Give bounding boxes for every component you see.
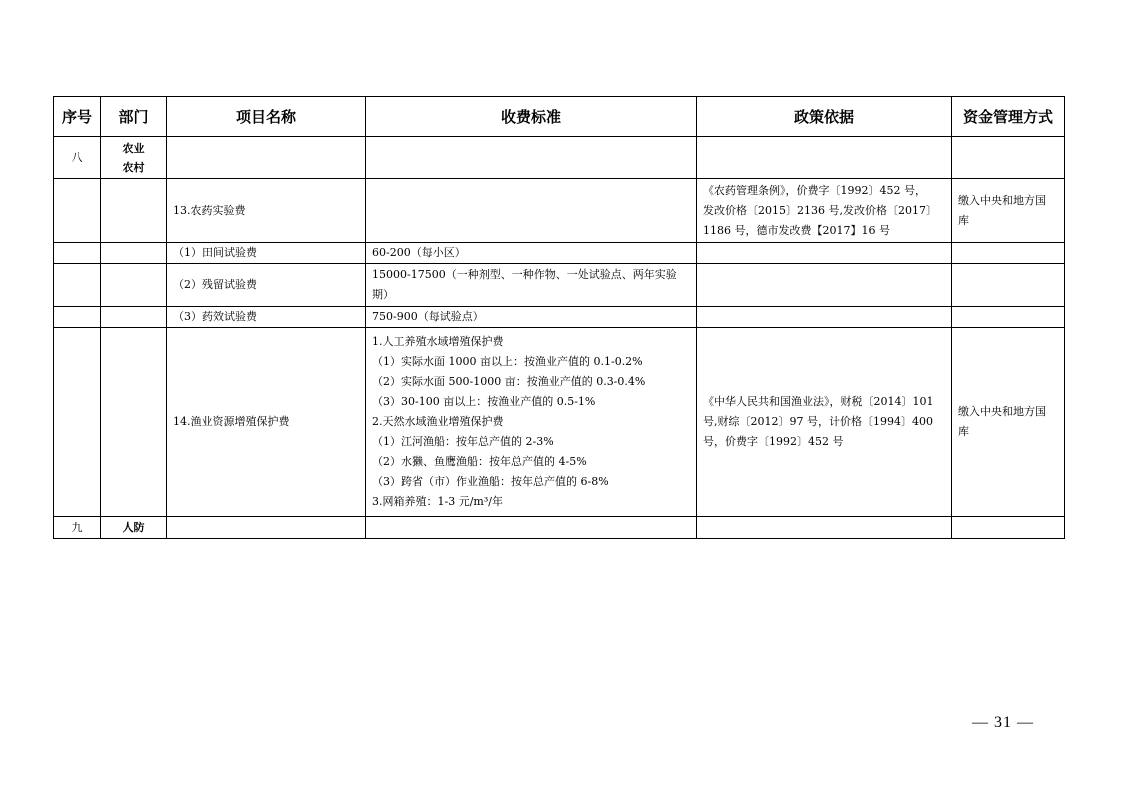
policy-line: 《中华人民共和国渔业法》，财税〔2014〕101 — [703, 395, 934, 408]
policy-line: 号,财综〔2012〕97 号，计价格〔1994〕400 — [703, 415, 933, 428]
section-number: 九 — [54, 517, 101, 539]
policy-line: 《农药管理条例》，价费字〔1992〕452 号， — [703, 183, 926, 197]
policy-line: 发改价格〔2015〕2136 号,发改价格〔2017〕 — [703, 203, 937, 217]
standard-line: （3）跨省（市）作业渔船：按年总产值的 6-8% — [372, 475, 609, 488]
header-row — [54, 97, 1065, 137]
table-row-section-8 — [54, 137, 1065, 179]
header-fee-standard: 收费标准 — [366, 97, 697, 137]
section-dept: 人防 — [101, 517, 167, 539]
section-dept — [101, 137, 167, 179]
fund-management — [952, 328, 1065, 517]
section-number: 八 — [54, 137, 101, 179]
table-row-section-9 — [54, 517, 1065, 539]
standard-line: （2）实际水面 500-1000 亩：按渔业产值的 0.3-0.4% — [372, 375, 646, 388]
fee-standard: 750-900（每试验点） — [366, 307, 697, 328]
table-row-item-14 — [54, 328, 1065, 517]
standard-line: 3.网箱养殖：1-3 元/m³/年 — [372, 495, 503, 508]
standard-line: （1）江河渔船：按年总产值的 2-3% — [372, 435, 554, 448]
item-name: 14.渔业资源增殖保护费 — [167, 328, 366, 517]
standard-line: 15000-17500（一种剂型、一种作物、一处试验点、两年实验 — [372, 268, 677, 281]
policy-basis — [697, 179, 952, 243]
policy-basis — [697, 328, 952, 517]
header-item-name: 项目名称 — [167, 97, 366, 137]
fund-line: 库 — [958, 213, 969, 227]
page-number: — 31 — — [972, 714, 1034, 731]
dept-line: 农业 — [122, 141, 145, 155]
dept-line: 农村 — [122, 160, 145, 174]
table-row-item-13 — [54, 179, 1065, 243]
header-dept: 部门 — [101, 97, 167, 137]
fee-standard: 60-200（每小区） — [366, 243, 697, 264]
table-row-sub-1 — [54, 243, 1065, 264]
fee-standard — [366, 264, 697, 307]
fund-management — [952, 179, 1065, 243]
header-policy-basis: 政策依据 — [697, 97, 952, 137]
standard-line: 期） — [372, 288, 394, 301]
standard-line: 2.天然水域渔业增殖保护费 — [372, 415, 504, 428]
fee-table — [53, 96, 1065, 539]
table-row-sub-2 — [54, 264, 1065, 307]
standard-line: 1.人工养殖水域增殖保护费 — [372, 335, 504, 348]
policy-line: 号，价费字〔1992〕452 号 — [703, 435, 844, 448]
item-name: （2）残留试验费 — [167, 264, 366, 307]
item-name: 13.农药实验费 — [167, 179, 366, 243]
policy-line: 1186 号，德市发改费【2017】16 号 — [703, 223, 890, 237]
standard-line: （1）实际水面 1000 亩以上：按渔业产值的 0.1-0.2% — [372, 355, 643, 368]
standard-line: （3）30-100 亩以上：按渔业产值的 0.5-1% — [372, 395, 596, 408]
fund-line: 库 — [958, 425, 969, 438]
fee-standard — [366, 328, 697, 517]
header-fund-management: 资金管理方式 — [952, 97, 1065, 137]
table-row-sub-3 — [54, 307, 1065, 328]
standard-line: （2）水獭、鱼鹰渔船：按年总产值的 4-5% — [372, 455, 587, 468]
fund-line: 缴入中央和地方国 — [958, 193, 1046, 207]
header-seq: 序号 — [54, 97, 101, 137]
fund-line: 缴入中央和地方国 — [958, 405, 1046, 418]
item-name: （1）田间试验费 — [167, 243, 366, 264]
item-name: （3）药效试验费 — [167, 307, 366, 328]
